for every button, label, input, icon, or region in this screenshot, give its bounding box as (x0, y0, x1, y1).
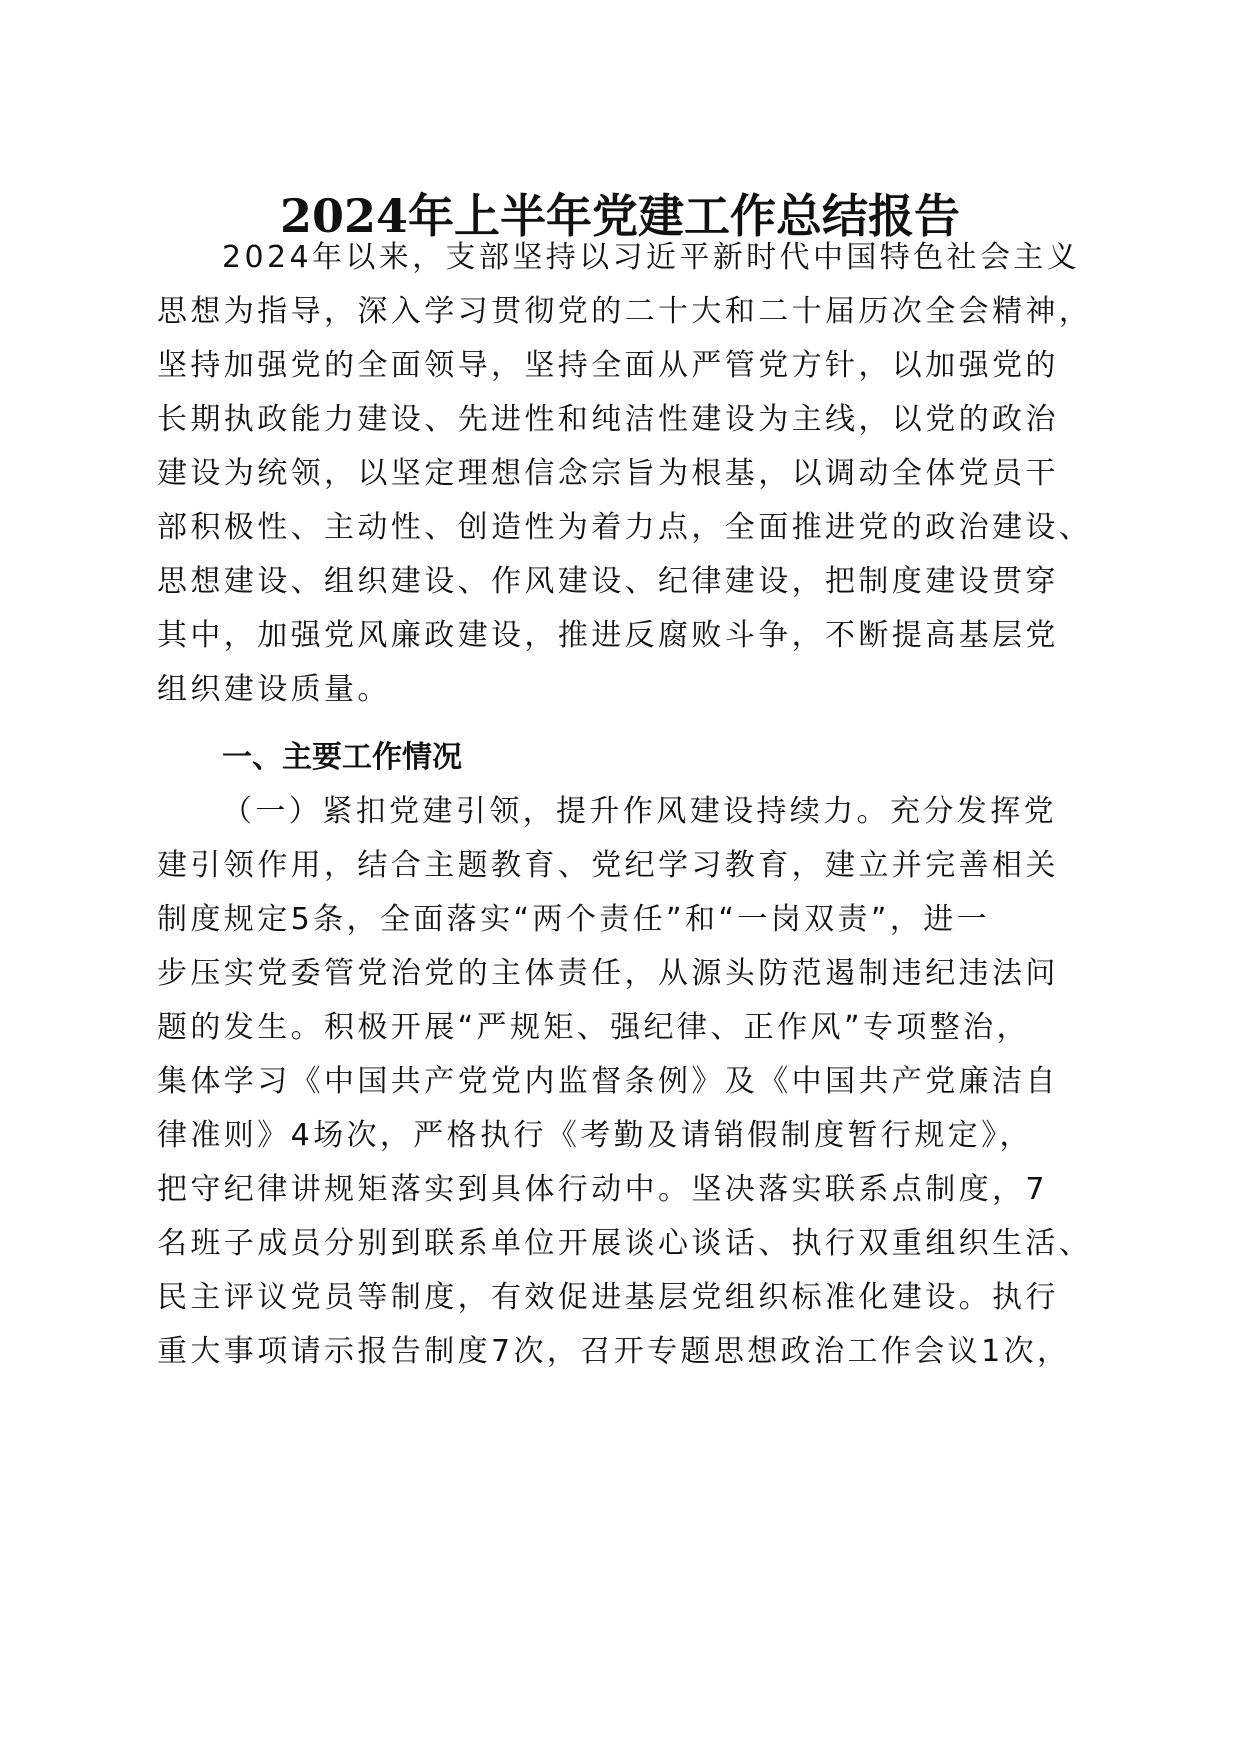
document-title: 2024年上半年党建工作总结报告 (279, 189, 961, 243)
section-line: 重大事项请示报告制度7次，召开专题思想政治工作会议1次， (157, 1334, 1071, 1369)
section-heading: 一、主要工作情况 (222, 740, 462, 775)
section-line: 步压实党委管党治党的主体责任，从源头防范遏制违纪违法问 (157, 956, 1059, 991)
intro-line: 2024年以来，支部坚持以习近平新时代中国特色社会主义 (222, 240, 1081, 275)
intro-line: 长期执政能力建设、先进性和纯洁性建设为主线，以党的政治 (157, 402, 1059, 437)
section-line: 名班子成员分别到联系单位开展谈心谈话、执行双重组织生活、 (157, 1226, 1093, 1261)
section-line: 建引领作用，结合主题教育、党纪学习教育，建立并完善相关 (157, 848, 1059, 883)
section-line: 把守纪律讲规矩落实到具体行动中。坚决落实联系点制度，7 (157, 1172, 1048, 1207)
section-line: 题的发生。积极开展“严规矩、强纪律、正作风”专项整治， (157, 1010, 1030, 1045)
intro-line: 组织建设质量。 (157, 672, 391, 707)
intro-line: 部积极性、主动性、创造性为着力点，全面推进党的政治建设、 (157, 510, 1093, 545)
section-line: 制度规定5条，全面落实“两个责任”和“一岗双责”，进一 (157, 902, 991, 937)
intro-line: 其中，加强党风廉政建设，推进反腐败斗争，不断提高基层党 (157, 618, 1059, 653)
section-line: 集体学习《中国共产党党内监督条例》及《中国共产党廉洁自 (157, 1064, 1059, 1099)
section-line: 律准则》4场次，严格执行《考勤及请销假制度暂行规定》， (157, 1118, 1033, 1153)
intro-line: 思想建设、组织建设、作风建设、纪律建设，把制度建设贯穿 (157, 564, 1059, 599)
section-line: （一）紧扣党建引领，提升作风建设持续力。充分发挥党 (222, 794, 1057, 829)
intro-line: 建设为统领，以坚定理想信念宗旨为根基，以调动全体党员干 (157, 456, 1059, 491)
intro-line: 思想为指导，深入学习贯彻党的二十大和二十届历次全会精神， (157, 294, 1093, 329)
intro-line: 坚持加强党的全面领导，坚持全面从严管党方针，以加强党的 (157, 348, 1059, 383)
section-line: 民主评议党员等制度，有效促进基层党组织标准化建设。执行 (157, 1280, 1059, 1315)
